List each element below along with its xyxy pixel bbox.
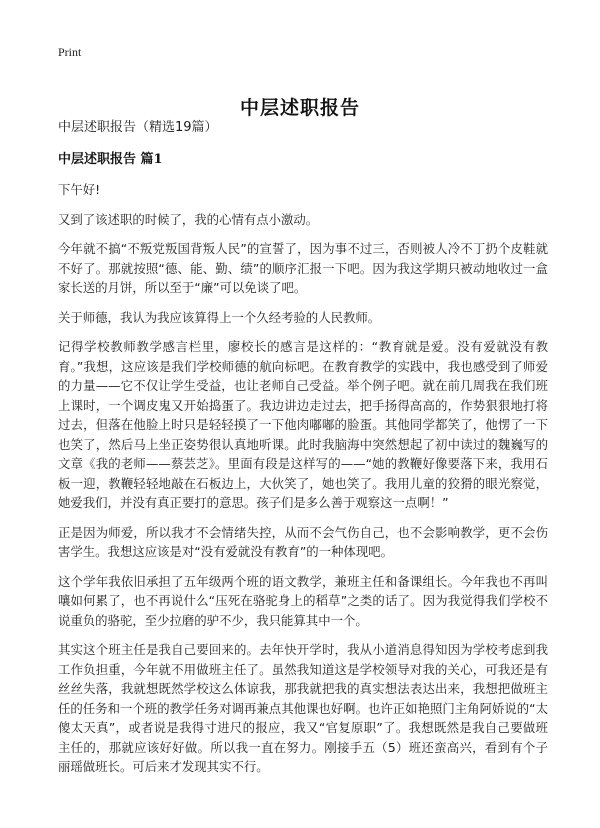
section-heading: 中层述职报告 篇1 <box>58 152 163 167</box>
paragraph: 正是因为师爱，所以我才不会情绪失控，从而不会气伤自己，也不会影响教学，更不会伤害学生。我想这应该是对“没有爱就没有教育”的一种体现吧。 <box>58 524 548 559</box>
paragraph-intro: 又到了该述职的时候了，我的心情有点小激动。 <box>58 211 319 227</box>
paragraph-greeting: 下午好! <box>58 182 101 197</box>
paragraph: 其实这个班主任是我自己要回来的。去年快开学时，我从小道消息得知因为学校考虑到我工作负担重，今年就不用做班主任了。虽然我知道这是学校领导对我的关心，可我还是有丝丝失落，我就想既然学校这么体谅我，那我就把我的真实想法表达出来，我想把做班主任的任务和一个班的教学任务对调再兼点其他课也好啊。也许正如艳照门主角阿娇说的“太傻太天真”，或者说是我得寸进尺的报应，我又“官复原职”了。我想既然是我自己要做班主任的，那就应该好好做。所以我一直在努力。刚接手五（5）班还蛮高兴，看到有个子丽瑶做班长。可后来才发现其实不行。 <box>58 642 548 774</box>
paragraph: 记得学校教师教学感言栏里，廖校长的感言是这样的：“教育就是爱。没有爱就没有教育。”我想，这应该是我们学校师德的航向标吧。在教育教学的实践中，我也感受到了师爱的力量——它不仅让学生受益，也让老师自己受益。举个例子吧。就在前几周我在我们班上课时，一个调皮鬼又开始捣蛋了。我边讲边走过去，把手扬得高高的，作势狠狠地打将过去，但落在他脸上时只是轻轻摸了一下他肉嘟嘟的脸蛋。其他同学都笑了，他愣了一下也笑了，然后马上坐正姿势很认真地听课。此时我脑海中突然想起了初中读过的魏巍写的文章《我的老师——蔡芸芝》。里面有段是这样写的——“她的教鞭好像要落下来，我用石板一迎，教鞭轻轻地敲在石板边上，大伙笑了，她也笑了。我用儿童的狡猾的眼光察觉，她爱我们，并没有真正要打的意思。孩子们是多么善于观察这一点啊！” <box>58 339 548 510</box>
document-subtitle: 中层述职报告（精选19篇） <box>58 120 218 135</box>
print-link[interactable]: Print <box>58 45 82 59</box>
document-title: 中层述职报告 <box>239 96 360 119</box>
document-body <box>58 118 548 787</box>
paragraph: 这个学年我依旧承担了五年级两个班的语文教学，兼班主任和备课组长。今年我也不再叫嚷如何累了，也不再说什么“压死在骆驼身上的稻草”之类的话了。因为我觉得我们学校不说重负的骆驼，至少拉磨的驴不少，我只能算其中一个。 <box>58 573 548 628</box>
paragraph: 关于师德，我认为我应该算得上一个久经考验的人民教师。 <box>58 309 381 325</box>
paragraph: 今年就不搞“不叛党叛国背叛人民”的宣誓了，因为事不过三，否则被人冷不丁扔个皮鞋就不好了。那就按照“德、能、勤、绩”的顺序汇报一下吧。因为我这学期只被动地收过一盒家长送的月饼，所以至于“廉”可以免谈了吧。 <box>58 241 548 295</box>
